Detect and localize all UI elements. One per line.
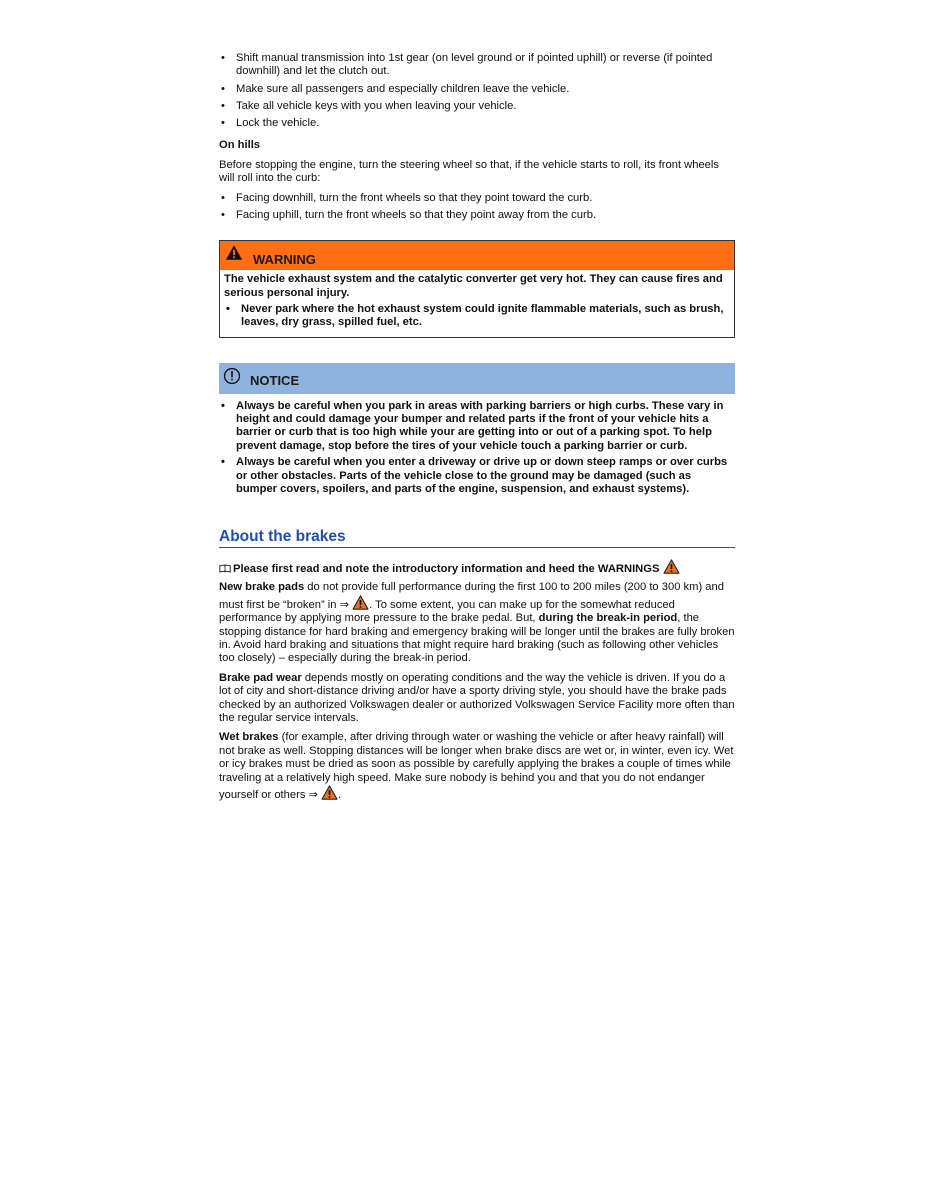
on-hills-heading: On hills xyxy=(219,139,261,152)
intro-text: Please first read and note the introductory information and heed the WARNINGS xyxy=(233,562,660,575)
list-item: • Make sure all passengers and especially children leave the vehicle. xyxy=(219,83,735,96)
warning-triangle-icon xyxy=(663,559,680,574)
on-hills-text: Before stopping the engine, turn the steering wheel so that, if the vehicle starts to roll, its front wheels will roll into the curb: xyxy=(219,158,719,185)
intro-note xyxy=(219,559,735,576)
term: Wet brakes xyxy=(219,731,279,744)
notice-header xyxy=(219,363,735,394)
exclamation-circle-icon xyxy=(223,367,241,385)
warning-text: The vehicle exhaust system and the catalytic converter get very hot. They can cause fires and serious personal injury. xyxy=(224,273,723,299)
warning-box xyxy=(219,240,735,337)
list-item: • Shift manual transmission into 1st gear (on level ground or if pointed uphill) or reverse (if pointed downhill) and let the clutch out. xyxy=(219,52,735,79)
text-run: . To some extent, you can make up for the somewhat reduced performance by applying more pressure to the brake pedal. But, xyxy=(219,598,675,625)
warning-list xyxy=(224,303,730,330)
paragraph-brake-pads xyxy=(219,581,735,665)
warning-header xyxy=(220,241,734,270)
paragraph-wet-brakes xyxy=(219,731,735,802)
section-title: About the brakes xyxy=(219,530,735,548)
warning-label: WARNING xyxy=(253,252,316,268)
text-run: , the stopping distance for hard braking and emergency braking will be longer until the brakes are fully broken in. Avoid hard braking and situations that might require hard braking (such as following other vehicles too closely) – especially during the break-in period. xyxy=(219,612,735,665)
term: during the break-in period xyxy=(538,612,678,625)
bullet-list-top xyxy=(219,52,735,130)
manual-page xyxy=(219,52,735,808)
list-item: • Always be careful when you park in areas with parking barriers or high curbs. These vary in height and could damage your bumper and related parts if the front of your vehicle hits a barrier or curb that is too high while your are getting into or out of a parking spot. To help prevent damage, stop before the tires of your vehicle touch a parking barrier or curb. xyxy=(219,400,735,454)
notice-body xyxy=(219,400,735,497)
book-icon xyxy=(219,564,231,573)
warning-body xyxy=(220,270,734,336)
text-run: (for example, after driving through water or washing the vehicle or after heavy rainfall) will not brake as well. Stopping distances will be longer when brake discs are wet or, in winter, even icy. Wet or icy brakes must be dried as soon as possible by carefully applying the brakes a couple of times while traveling at a relatively high speed. Make sure nobody is behind you and that you do not endanger yourself or others ⇒ xyxy=(219,731,734,802)
list-item: • Facing uphill, turn the front wheels so that they point away from the curb. xyxy=(219,209,735,222)
list-item: • Take all vehicle keys with you when leaving your vehicle. xyxy=(219,100,735,113)
paragraph-pad-wear xyxy=(219,672,735,726)
term: Brake pad wear xyxy=(219,671,302,684)
warning-triangle-icon xyxy=(225,244,243,261)
list-item: • Always be careful when you enter a driveway or drive up or down steep ramps or over curbs or other obstacles. Parts of the vehicle close to the ground may be damaged (such as bumper covers, spoilers, and parts of the engine, suspension, and exhaust systems). xyxy=(219,456,735,496)
list-item: • Never park where the hot exhaust system could ignite flammable materials, such as brush, leaves, dry grass, spilled fuel, etc. xyxy=(224,303,730,330)
list-item: • Lock the vehicle. xyxy=(219,117,735,130)
term: New brake pads xyxy=(219,581,305,594)
text-run: depends mostly on operating conditions and the way the vehicle is driven. If you do a lot of city and short-distance driving and/or have a sporty driving style, you should have the brake pads checked by an authorized Volkswagen dealer or authorized Volkswagen Service Facility more often than the regular service intervals. xyxy=(219,671,735,724)
on-hills-list xyxy=(219,192,735,223)
warning-triangle-icon xyxy=(321,785,338,800)
text-run: . xyxy=(338,789,342,802)
notice-label: NOTICE xyxy=(250,372,300,388)
warning-triangle-icon xyxy=(352,595,369,610)
notice-list xyxy=(219,400,735,497)
list-item: • Facing downhill, turn the front wheels so that they point toward the curb. xyxy=(219,192,735,205)
text-run: do not provide full performance during the first 100 to 200 miles (200 to 300 km) and must first be “broken” in ⇒ xyxy=(219,581,724,611)
